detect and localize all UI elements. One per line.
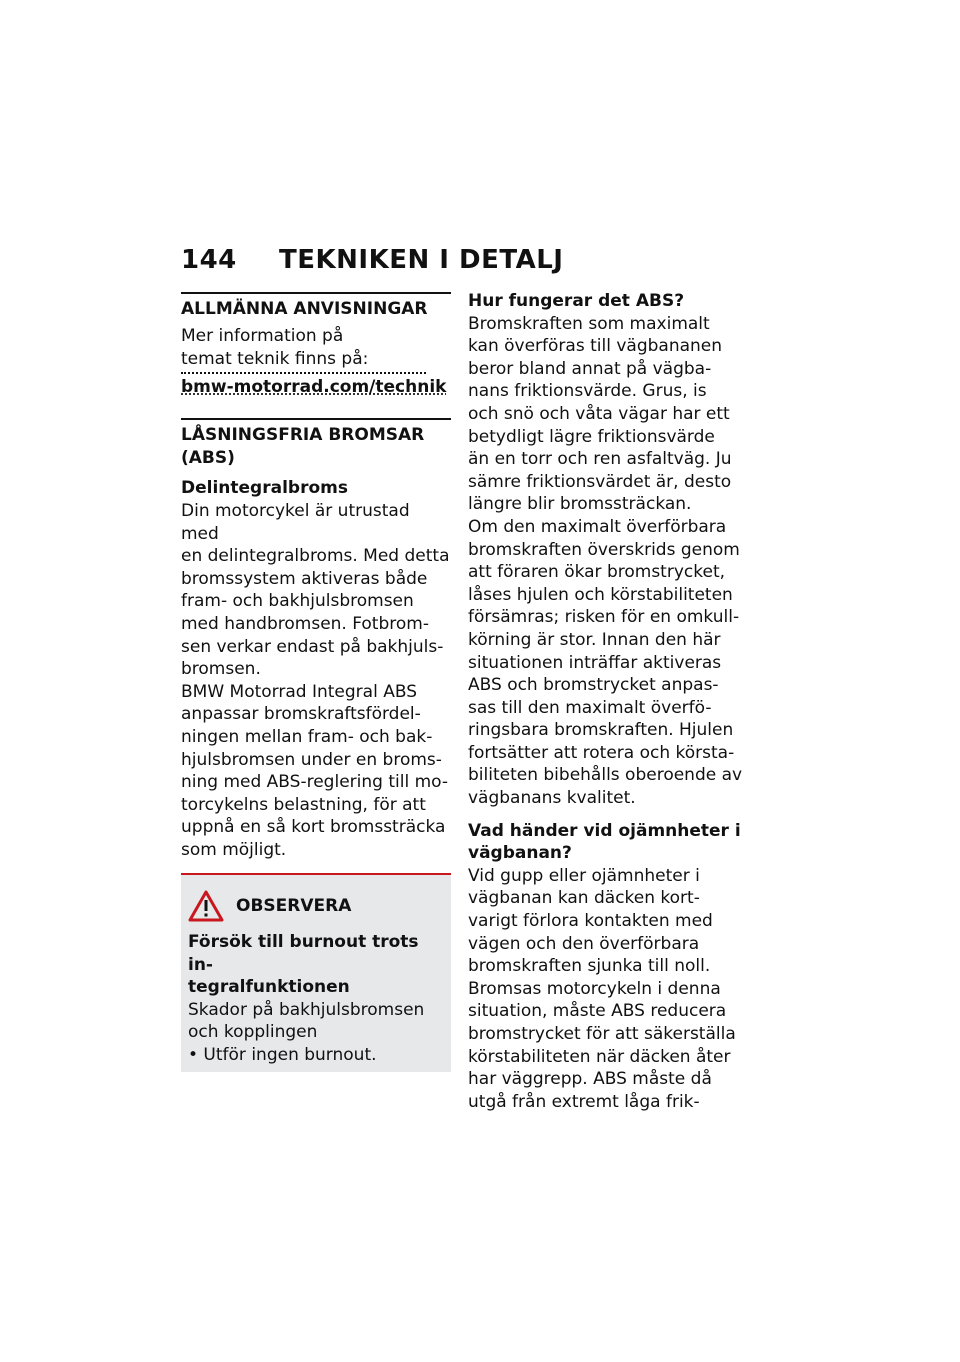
page-header <box>181 240 741 280</box>
notice-box <box>181 873 451 1072</box>
section-title-general: ALLMÄNNA ANVISNINGAR <box>181 299 428 319</box>
link-box <box>181 372 451 398</box>
general-info-text: Mer information på temat teknik finns på: <box>181 326 369 369</box>
notice-label: OBSERVERA <box>236 896 352 917</box>
question-title-abs: Hur fungerar det ABS? <box>468 291 685 311</box>
section-rule <box>181 418 451 420</box>
abs-function-text-2: Om den maximalt överförbara bromskraften överskrids genom att föraren ökar bromstrycket, låses hjulen och körstabiliteten försämras; risken för en omkull- körning är stor. Innan den här situationen inträffar aktiveras ABS och bromstrycket anpas- sas till den maximalt överfö- ringsbara bromskraften. Hjulen fortsätter att rotera och körsta- biliteten bibehålls oberoende av vägbanans kvalitet. <box>468 516 743 809</box>
notice-header <box>188 889 443 923</box>
notice-title: Försök till burnout trots in- tegralfunktionen <box>188 932 419 998</box>
uneven-road-text: Vid gupp eller ojämnheter i vägbanan kan däcken kort- varigt förlora kontakten med vägen och den överförbara bromskraften sjunka till noll. Bromsas motorcykeln i denna situation, måste ABS reducera bromstrycket för att säkerställa körstabiliteten när däcken åter har väggrepp. ABS måste då utgå från extremt låga frik- <box>468 865 736 1112</box>
technik-link[interactable]: bmw-motorrad.com/technik <box>181 377 447 398</box>
section-rule <box>181 292 451 294</box>
subsection-title-partial-integral: Delintegralbroms <box>181 478 348 499</box>
abs-function-text: Bromskraften som maximalt kan överföras till vägbananen beror bland annat på vägba- nans friktionsvärde. Grus, is och snö och våta vägar har ett betydligt lägre friktionsvärde än en torr och ren asfaltväg. Ju sämre friktionsvärdet är, desto längre blir bromssträckan. <box>468 313 732 515</box>
warning-triangle-icon <box>188 890 224 922</box>
notice-bullet: • Utför ingen burnout. <box>188 1044 377 1065</box>
left-column <box>181 292 451 1072</box>
partial-integral-text: Din motorcykel är utrustad med en delintegralbroms. Med detta bromssystem aktiveras både fram- och bakhjulsbromsen med handbromsen. Fotbrom- sen verkar endast på bakhjuls- bromsen. <box>181 500 450 680</box>
dotted-divider <box>181 372 426 374</box>
notice-text: Skador på bakhjulsbromsen och kopplingen <box>188 999 425 1043</box>
chapter-title: TEKNIKEN I DETALJ <box>279 245 564 275</box>
integral-abs-text: BMW Motorrad Integral ABS anpassar bromskraftsfördel- ningen mellan fram- och bak- hjulsbromsen under en broms- ning med ABS-reglering till mo- torcykelns belastning, för att uppnå en så kort bromssträcka som möjligt. <box>181 681 448 860</box>
right-column <box>468 290 743 1113</box>
section-title-abs: LÅSNINGSFRIA BROMSAR (ABS) <box>181 425 425 468</box>
question-title-uneven: Vad händer vid ojämnheter i vägbanan? <box>468 820 741 864</box>
page-number: 144 <box>181 245 237 275</box>
